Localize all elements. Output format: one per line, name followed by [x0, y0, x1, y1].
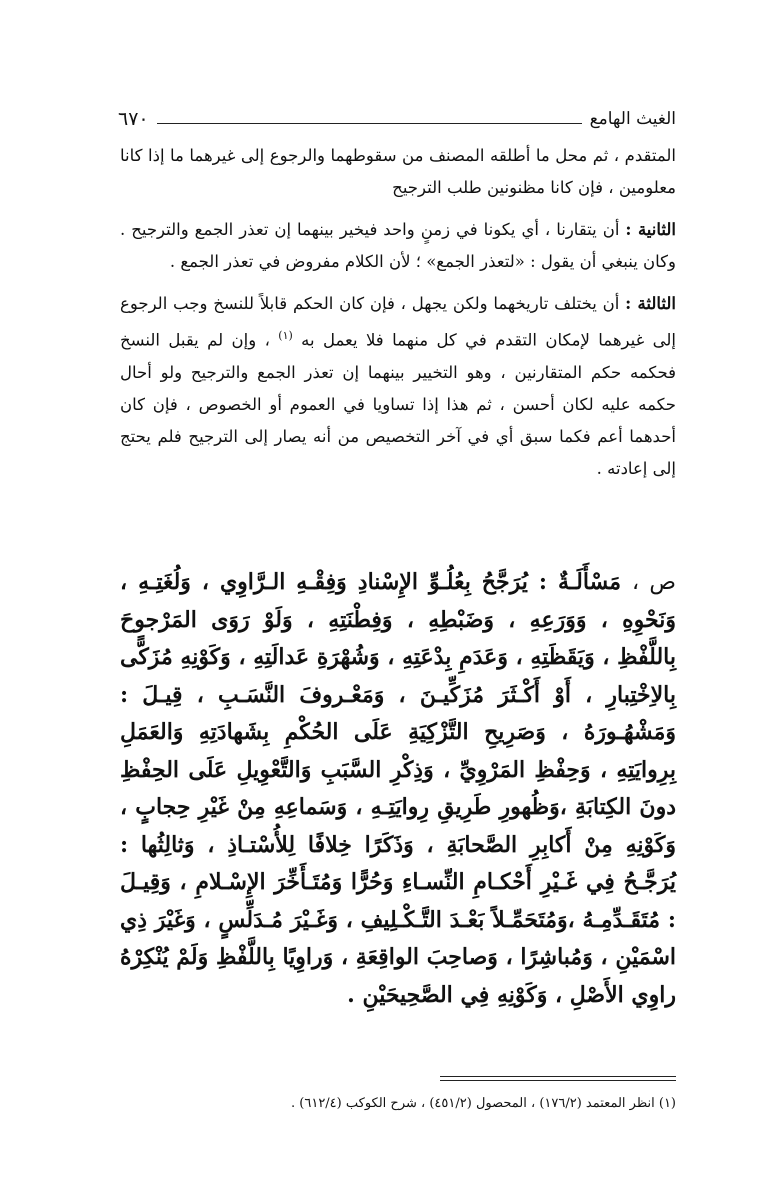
page-number: ٦٧٠: [118, 108, 149, 130]
matn-body: مَسْأَلَـةٌ : يُرَجَّحُ بِعُلُـوِّ الإِسْنادِ وَفِقْـهِ الـرَّاوِي ، وَلُغَتِـهِ ، وَنَحْوِهِ ، وَوَرَعِهِ ، وَضَبْطِهِ ، وَفِطْنَتِهِ ، وَلَوْ رَوَى المَرْجوحَ بِاللَّفْظِ ، وَيَقَظَتِهِ ، وَعَدَمِ بِدْعَتِهِ ، وَشُهْرَةِ عَدالَتِهِ ، وَكَوْنِهِ مُزَكًّى بِالاِخْتِبارِ ، أَوْ أَكْـثَرَ مُزَكِّيـنَ ، وَمَعْـروفَ النَّسَـبِ ، قِيـلَ : وَمَشْهُـورَهُ ، وَصَرِيحِ التَّزْكِيَةِ عَلَى الحُكْمِ بِشَهادَتِهِ وَالعَمَلِ بِرِوايَتِهِ ، وَحِفْظِ المَرْوِيِّ ، وَذِكْرِ السَّبَبِ وَالتَّعْوِيلِ عَلَى الحِفْظِ دونَ الكِتابَةِ ،وَظُهورِ طَرِيقِ رِوايَتِـهِ ، وَسَماعِهِ مِنْ غَيْرِ حِجابٍ ، وَكَوْنِهِ مِنْ أَكابِرِ الصَّحابَةِ ، وَذَكَرًا خِلافًا لِلأُسْتـاذِ ، وَثالِثُها : يُرَجَّـحُ فِي غَـيْرِ أَحْكـامِ النِّسـاءِ وَحُرًّا وَمُتَـأَخِّرَ الإِسْـلامِ ، وَقِيـلَ : مُتَقَـدِّمِـهُ ،وَمُتَحَمِّـلاً بَعْـدَ التَّـكْـلِيفِ ، وَغَـيْرَ مُـدَلِّسٍ ، وَغَيْرَ ذِي اسْمَيْنِ ، وَمُباشِرًا ، وَصاحِبَ الواقِعَةِ ، وَراوِيًا بِاللَّفْظِ وَلَمْ يُنْكِرْهُ راوِي الأَصْلِ ، وَكَوْنِهِ فِي الصَّحِيحَيْنِ .: [120, 569, 676, 1008]
paragraph-3-lead: الثالثة :: [625, 294, 676, 313]
matn-paragraph: [120, 564, 676, 1014]
footnote: (١) انظر المعتمد (١٧٦/٢) ، المحصول (٤٥١/٢) ، شرح الكوكب (٦١٢/٤) .: [291, 1096, 676, 1111]
footnote-reference: (١): [278, 329, 293, 342]
matn-marker: ص ،: [631, 570, 676, 595]
commentary-paragraph-1-text: المتقدم ، ثم محل ما أطلقه المصنف من سقوطهما والرجوع إلى غيرهما ما إذا كانا معلومين ، فإن كانا مظنونين طلب الترجيح: [120, 146, 676, 197]
running-head: [118, 102, 676, 132]
book-title: الغيث الهامع: [589, 109, 676, 129]
paragraph-2-lead: الثانية :: [625, 220, 677, 239]
paragraph-3-text-b: ، وإن لم يقبل النسخ فحكمه حكم المتقارنين ، وهو التخيير بينهما إن تعذر الجمع والترجيح ولو أحال حكمه عليه لكان أحسن ، ثم هذا إذا تساويا في العموم أو الخصوص ، فإن كان أحدهما أعم فكما سبق أي في آخر التخصيص من أنه يصار إلى الترجيح فلم يحتج إلى إعادته .: [120, 330, 676, 478]
paragraph-2-text: أن يتقارنا ، أي يكونا في زمنٍ واحد فيخير بينهما إن تعذر الجمع والترجيح . وكان ينبغي أن يقول : «لتعذر الجمع» ؛ لأن الكلام مفروض في تعذر الجمع .: [120, 220, 676, 271]
commentary-paragraph-2: [120, 214, 676, 278]
matn-text: [120, 564, 676, 1014]
header-rule: [157, 123, 582, 124]
commentary-text: [120, 140, 676, 485]
footnote-separator: [440, 1076, 676, 1084]
commentary-paragraph-3: [120, 288, 676, 485]
paragraph-3-text-a: أن يختلف تاريخهما ولكن يجهل ، فإن كان الحكم قابلاً للنسخ وجب الرجوع إلى غيرهما لإمكان التقدم في كل منهما فلا يعمل به: [120, 294, 676, 350]
commentary-paragraph-1: [120, 140, 676, 204]
